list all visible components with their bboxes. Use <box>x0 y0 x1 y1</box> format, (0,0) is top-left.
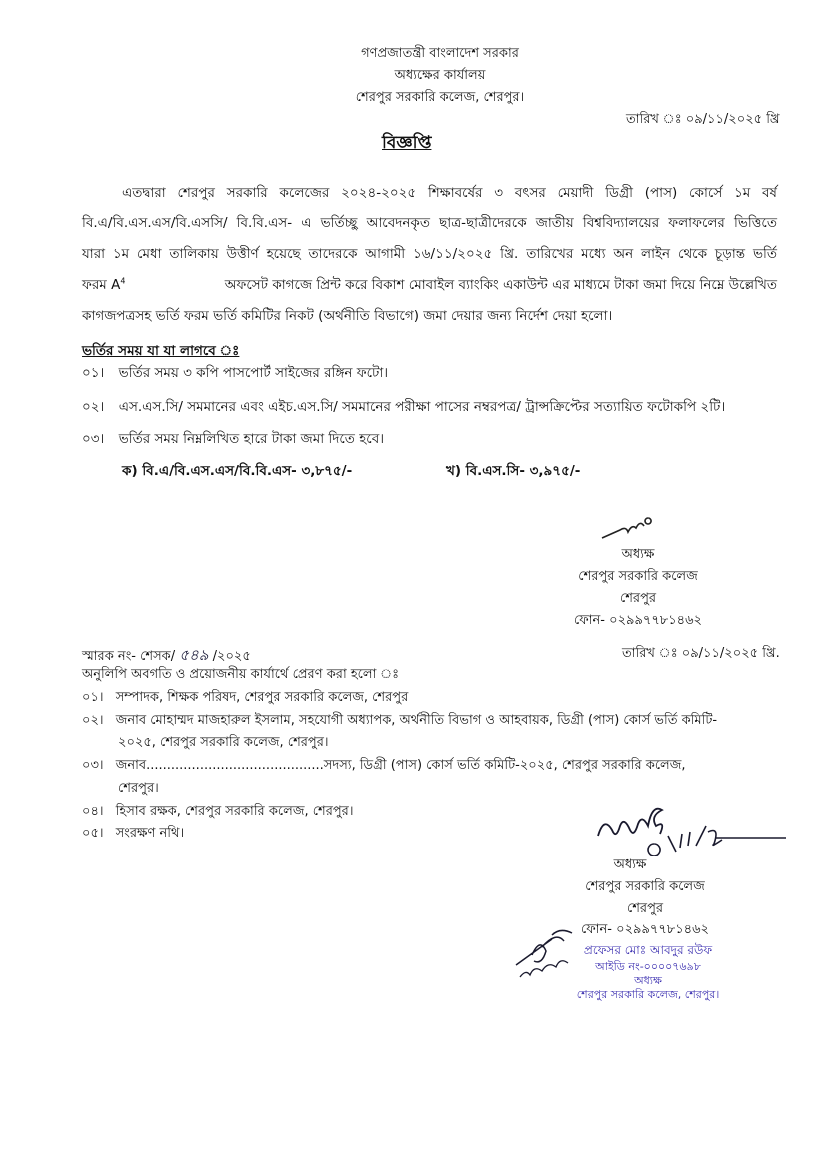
item-text: জনাব...........................................সদস্য, ডিগ্রী (পাস) কোর্স ভর্তি কমিটি-২০২৫, শেরপুর সরকারি কলেজ, <box>115 758 686 773</box>
recipient-item-cont: ২০২৫, শেরপুর সরকারি কলেজ, শেরপুর। <box>118 735 329 750</box>
recipient-item <box>82 711 717 732</box>
memo-ref-number: ৫৪৯ <box>179 646 209 664</box>
item-number: ০৫। <box>82 826 104 841</box>
item-number: ০৩। <box>82 758 104 773</box>
signature1-institution: শেরপুর সরকারি কলেজ <box>578 569 698 584</box>
item-number: ০৪। <box>82 804 104 819</box>
item-text: সম্পাদক, শিক্ষক পরিষদ, শেরপুর সরকারি কলেজ, শেরপুর <box>115 690 409 705</box>
signature1-place: শেরপুর <box>619 591 657 606</box>
item-text: সংরক্ষণ নথি। <box>115 826 185 841</box>
form-a4-label: ফরম $A^4$ <box>82 276 126 293</box>
signature1-designation: অধ্যক্ষ <box>621 547 655 562</box>
memo-intro: অনুলিপি অবগতি ও প্রয়োজনীয় কার্যার্থে প্রেরণ করা হলো ঃ <box>82 667 400 682</box>
recipient-item <box>82 824 184 845</box>
header-date: তারিখ ঃ ০৯/১১/২০২৫ খ্রি <box>626 112 780 127</box>
stamp-id: আইডি নং-০০০০৭৬৯৮ <box>595 960 701 973</box>
memo-ref-prefix: স্মারক নং- শেসক/ <box>82 649 176 664</box>
recipient-item <box>82 688 408 709</box>
item-text: জনাব মোহাম্মদ মাজহারুল ইসলাম, সহযোগী অধ্যাপক, অর্থনীতি বিভাগ ও আহবায়ক, ডিগ্রী (পাস) কোর্স ভর্তি কমিটি- <box>115 713 718 728</box>
item-number: ০২। <box>82 399 105 415</box>
signature2-place: শেরপুর <box>626 901 664 916</box>
item-text: হিসাব রক্ষক, শেরপুর সরকারি কলেজ, শেরপুর। <box>115 804 354 819</box>
item-text: এস.এস.সি/ সমমানের এবং এইচ.এস.সি/ সমমানের পরীক্ষা পাসের নম্বরপত্র/ ট্রান্সক্রিপ্টের সত্যায়িত ফটোকপি ২টি। <box>118 399 726 415</box>
item-number: ০১। <box>82 690 104 705</box>
principal-signature-icon <box>590 796 790 856</box>
signature1-phone: ফোন- ০২৯৯৭৭৮১৪৬২ <box>573 613 703 628</box>
recipient-item <box>82 802 353 823</box>
signature2-institution: শেরপুর সরকারি কলেজ <box>585 879 705 894</box>
requirement-item <box>82 362 388 385</box>
body-line-1: এতদ্বারা শেরপুর সরকারি কলেজের ২০২৪-২০২৫ শিক্ষাবর্ষের ৩ বৎসর মেয়াদী ডিগ্রী (পাস) কোর্সে ১ম বর্ষ <box>122 185 777 201</box>
recipient-item-cont: শেরপুর। <box>118 781 159 796</box>
recipient-item <box>82 756 686 777</box>
header-office: অধ্যক্ষের কার্যালয় <box>394 68 486 83</box>
stamp-designation: অধ্যক্ষ <box>634 974 662 987</box>
notice-title: বিজ্ঞপ্তি <box>382 133 432 153</box>
item-number: ০৩। <box>82 431 105 447</box>
body-line-3: যারা ১ম মেধা তালিকায় উত্তীর্ণ হয়েছে তাদেরকে আগামী ১৬/১১/২০২৫ খ্রি. তারিখের মধ্যে অন লাইন থেকে চূড়ান্ত ভর্তি <box>82 246 777 262</box>
signature2-phone: ফোন- ০২৯৯৭৭৮১৪৬২ <box>580 922 710 937</box>
fee-bsc: খ) বি.এস.সি- ৩,৯৭৫/- <box>446 463 581 479</box>
item-number: ০১। <box>82 365 105 381</box>
header-college: শেরপুর সরকারি কলেজ, শেরপুর। <box>355 90 525 105</box>
memo-date: তারিখ ঃ ০৯/১১/২০২৫ খ্রি. <box>622 646 780 661</box>
item-text: ভর্তির সময় ৩ কপি পাসপোর্ট সাইজের রঙ্গিন ফটো। <box>118 365 389 381</box>
fee-ba-bss-bbs: ক) বি.এ/বি.এস.এস/বি.বি.এস- ৩,৮৭৫/- <box>122 463 353 479</box>
stamp-name: প্রফেসর মোঃ আবদুর রউফ <box>583 943 713 957</box>
body-line-2: বি.এ/বি.এস.এস/বি.এসসি/ বি.বি.এস- এ ভর্তিচ্ছু আবেদনকৃত ছাত্র-ছাত্রীদেরকে জাতীয় বিশ্ববিদ্যালয়ের ফলাফলের ভিত্তিতে <box>82 215 777 231</box>
signature2-designation: অধ্যক্ষ <box>613 857 647 872</box>
body-line-4-text: অফসেট কাগজে প্রিন্ট করে বিকাশ মোবাইল ব্যাংকিং একাউন্ট এর মাধ্যমে টাকা জমা দিয়ে নিম্নে উল্লেখিত <box>224 277 777 293</box>
item-number: ০২। <box>82 713 104 728</box>
memo-ref-suffix: /২০২৫ <box>212 649 251 664</box>
body-line-4 <box>82 274 777 297</box>
requirement-item <box>82 428 384 451</box>
requirement-item <box>82 396 725 419</box>
signature-scribble-icon <box>600 510 660 540</box>
body-line-5: কাগজপত্রসহ ভর্তি ফরম ভর্তি কমিটির নিকট (অর্থনীতি বিভাগে) জমা দেয়ার জন্য নির্দেশ দেয়া হলো। <box>82 308 613 324</box>
stamp-institution: শেরপুর সরকারি কলেজ, শেরপুর। <box>576 988 720 1001</box>
requirements-heading: ভর্তির সময় যা যা লাগবে ঃ <box>82 343 240 359</box>
item-text: ভর্তির সময় নিম্নলিখিত হারে টাকা জমা দিতে হবে। <box>118 431 385 447</box>
header-government: গণপ্রজাতন্ত্রী বাংলাদেশ সরকার <box>361 46 519 61</box>
